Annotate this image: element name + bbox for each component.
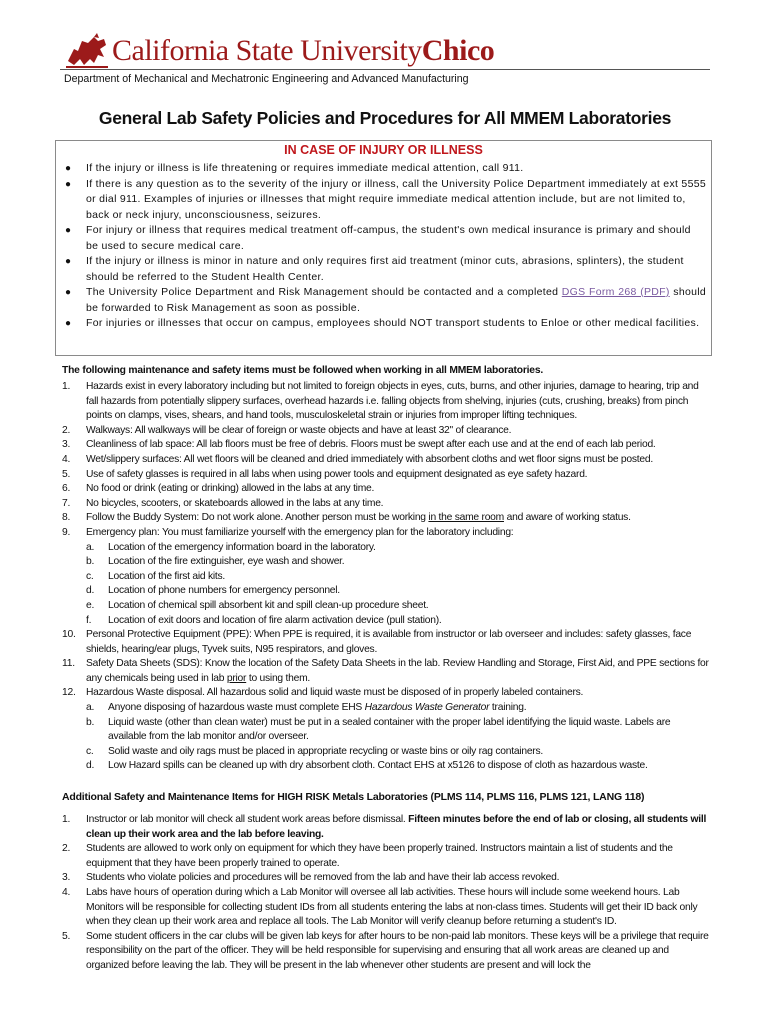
list-item-underlined: in the same room [428,512,504,524]
bullet-icon: ● [65,318,72,329]
emergency-item-text: For injuries or illnesses that occur on campus, employees should NOT transport students to Enloe or other medical facilities. [86,317,700,329]
list-item-text: training. [491,702,527,714]
university-name-bold: Chico [421,34,495,67]
list-item-text: Liquid waste (other than clean water) must be put in a sealed container with the proper label identifying the liquid waste. Labels are available from the lab monitor and/or overseer. [108,716,671,743]
maintenance-list [62,380,710,774]
department-name: Department of Mechanical and Mechatronic Engineering and Advanced Manufacturing [64,73,469,85]
list-item-text: Low Hazard spills can be cleaned up with dry absorbent cloth. Contact EHS at x5126 to dispose of cloth as hazardous waste. [108,760,648,772]
list-item: 7. No bicycles, scooters, or skateboards allowed in the labs at any time. [62,497,384,509]
university-name-regular: California State University [112,34,422,67]
list-item-text: Students who violate policies and procedures will be removed from the lab and have their lab access revoked. [86,872,560,884]
emergency-item [56,223,706,254]
list-item: 4. Wet/slippery surfaces: All wet floors will be cleaned and dried immediately with absorbent cloths and wet floor signs must be posted. [62,453,653,465]
list-item: 5. Some student officers in the car clubs will be given lab keys for after hours to be non-paid lab monitors. These keys will be a privilege that require responsibility on the part of the officer. They will be held responsible for supervising and ensuring that all work areas are cleaned up and organized before leaving the lab. They will be present in the lab whenever other students are present and will lock the [62,930,709,971]
emergency-item [56,161,706,177]
sub-list-item: d. Low Hazard spills can be cleaned up with dry absorbent cloth. Contact EHS at x5126 to dispose of cloth as hazardous waste. [86,760,648,772]
list-item-text: Location of chemical spill absorbent kit and spill clean-up procedure sheet. [108,599,429,611]
list-item-text: Emergency plan: You must familiarize yourself with the emergency plan for the laboratory including: [86,526,514,538]
list-item: 9. Emergency plan: You must familiarize yourself with the emergency plan for the laboratory including: [62,526,514,538]
list-item: 6. No food or drink (eating or drinking) allowed in the labs at any time. [62,483,375,495]
university-name [112,34,494,68]
sub-list-item: e. Location of chemical spill absorbent kit and spill clean-up procedure sheet. [86,599,429,611]
list-item-text: Solid waste and oily rags must be placed in appropriate recycling or waste bins or oily rag containers. [108,745,543,757]
wildcat-seal-icon [64,31,110,71]
list-item: 3. Students who violate policies and procedures will be removed from the lab and have their lab access revoked. [62,872,560,884]
bullet-icon: ● [65,287,72,298]
emergency-item-text: If there is any question as to the severity of the injury or illness, call the University Police Department immediately at ext 5555 or dial 911. Examples of injuries or illnesses that might require immediate medical attention include, but are not limited to, back or neck injury, unconsciousness, seizures. [86,177,706,221]
bullet-icon: ● [65,256,72,267]
list-item-text: Location of phone numbers for emergency personnel. [108,585,340,597]
emergency-item [56,177,706,224]
list-item-text: Location of the emergency information board in the laboratory. [108,541,376,553]
list-item-text: Use of safety glasses is required in all labs when using power tools and equipment designated as eye safety hazard. [86,468,588,480]
sub-list-item: c. Solid waste and oily rags must be placed in appropriate recycling or waste bins or oily rag containers. [86,745,543,757]
list-item: 12. Hazardous Waste disposal. All hazardous solid and liquid waste must be disposed of in properly labeled containers. [62,687,584,699]
list-item-text: Walkways: All walkways will be clear of foreign or waste objects and have at least 32" of clearance. [86,424,512,436]
list-item-text: Students are allowed to work only on equipment for which they have been properly trained. Instructors maintain a list of students and the equipment that they have been properly trained to operate. [86,843,673,869]
list-item: 5. Use of safety glasses is required in all labs when using power tools and equipment designated as eye safety hazard. [62,468,588,480]
list-item: 4. Labs have hours of operation during which a Lab Monitor will oversee all lab activities. These hours will include some weekend hours. Lab Monitors will be responsible for collecting student IDs from all students entering the labs at non-class times. Students will get their ID back only when they clean up their work area and replace all tools. The Lab Monitor will verify cleanup before returning a student's ID. [62,886,698,928]
list-item: 2. Walkways: All walkways will be clear of foreign or waste objects and have at least 32" of clearance. [62,424,512,436]
sub-list-item: a. Location of the emergency information board in the laboratory. [86,541,376,553]
high-risk-list [62,813,710,974]
high-risk-heading: Additional Safety and Maintenance Items for HIGH RISK Metals Laboratories (PLMS 114, PLMS 116, PLMS 121, LANG 118) [62,791,645,803]
sub-list-item: b. Liquid waste (other than clean water) must be put in a sealed container with the proper label identifying the liquid waste. Labels are available from the lab monitor and/or overseer. [86,716,671,743]
page-title: General Lab Safety Policies and Procedures for All MMEM Laboratories [98,108,672,128]
list-item-text: Instructor or lab monitor will check all student work areas before dismissal. [86,814,406,825]
list-item-text: Cleanliness of lab space: All lab floors must be free of debris. Floors must be swept after each use and at the end of each lab period. [86,439,656,451]
emergency-item-text: If the injury or illness is life threatening or requires immediate medical attention, call 911. [86,162,524,174]
list-item-text: Anyone disposing of hazardous waste must complete EHS [108,702,363,714]
list-item-text: Location of exit doors and location of fire alarm activation device (pull station). [108,614,442,626]
list-item-text: Safety Data Sheets (SDS): Know the location of the Safety Data Sheets in the lab. Review Handling and Storage, First Aid, and PPE sections for any chemicals being used in lab [86,658,709,684]
maintenance-heading: The following maintenance and safety items must be followed when working in all MMEM laboratories. [62,365,544,376]
bullet-icon: ● [65,225,72,236]
list-item-underlined: prior [226,672,247,684]
sub-list-item: d. Location of phone numbers for emergency personnel. [86,585,340,597]
dgs-form-link[interactable]: DGS Form 268 (PDF) [561,286,670,298]
list-item: 1. Hazards exist in every laboratory including but not limited to foreign objects in eyes, cuts, burns, and other injuries, damage to hearing, trip and fall hazards from potentially slippery surfaces, overhead hazards i.e. falling objects from shelving, injuries (cuts, crushing, breaks) from pinch points on clamps, vises, shears, and hand tools, musculoskeletal strain or injuries from improper lifting techniques. [62,381,699,422]
list-item-text: Some student officers in the car clubs will be given lab keys for after hours to be non-paid lab monitors. These keys will be a privilege that require responsibility on the part of the officer. They will be held responsible for supervising and ensuring that all work areas are cleaned up and organized before leaving the lab. They will be present in the lab whenever other students are present and will lock the [86,930,709,971]
list-item-text: Follow the Buddy System: Do not work alone. Another person must be working [86,512,426,524]
list-item-text: Hazards exist in every laboratory including but not limited to foreign objects in eyes, cuts, burns, and other injuries, damage to hearing, trip and fall hazards from potentially slippery surfaces, overhead hazards i.e. falling objects from shelving, injuries (cuts, crushing, breaks) from pinch points on clamps, vises, shears, and hand tools, musculoskeletal strain or injuries from improper lifting techniques. [86,381,699,422]
list-item-text: No food or drink (eating or drinking) allowed in the labs at any time. [86,483,375,495]
sub-list-item: c. Location of the first aid kits. [86,570,226,582]
emergency-item-text: If the injury or illness is minor in nature and only requires first aid treatment (minor cuts, abrasions, splinters), the student should be referred to the Student Health Center. [86,255,684,283]
emergency-item-text: For injury or illness that requires medical treatment off-campus, the student's own medical insurance is primary and should be used to secure medical care. [86,224,691,252]
list-item-text: and aware of working status. [506,512,631,524]
list-item-text: Location of the fire extinguisher, eye wash and shower. [108,556,345,568]
bullet-icon: ● [65,163,72,174]
list-item: 8. Follow the Buddy System: Do not work alone. Another person must be working in the same room and aware of working status. [62,512,631,524]
emergency-item [56,285,706,316]
list-item-text: Wet/slippery surfaces: All wet floors will be cleaned and dried immediately with absorbent cloths and wet floor signs must be posted. [86,453,653,465]
list-item-bold: Fifteen minutes before the end of lab or closing, all students will clean up their work area and the lab before leaving. [86,814,707,840]
university-logo [64,30,494,72]
list-item: 1. Instructor or lab monitor will check all student work areas before dismissal. Fifteen minutes before the end of lab or closing, all students will clean up their work area and the lab before leaving. [62,814,707,840]
sub-list-item: b. Location of the fire extinguisher, eye wash and shower. [86,556,345,568]
emergency-item [56,316,706,332]
list-item: 10. Personal Protective Equipment (PPE): When PPE is required, it is available from instructor or lab overseer and includes: safety glasses, face shields, hearing/ear plugs, Tyvek suits, N95 respirators, and gloves. [62,629,692,655]
emergency-box [55,140,712,356]
emergency-heading: IN CASE OF INJURY OR ILLNESS [284,143,483,157]
list-item-italic: Hazardous Waste Generator [364,702,490,714]
list-item: 2. Students are allowed to work only on equipment for which they have been properly trained. Instructors maintain a list of students and the equipment that they have been properly trained to operate. [62,843,673,869]
sub-list-item: f. Location of exit doors and location of fire alarm activation device (pull station). [86,614,442,626]
emergency-item [56,254,706,285]
list-item-text: Personal Protective Equipment (PPE): When PPE is required, it is available from instructor or lab overseer and includes: safety glasses, face shields, hearing/ear plugs, Tyvek suits, N95 respirators, and gloves. [86,629,692,655]
list-item-text: Location of the first aid kits. [108,570,226,582]
list-item-text: No bicycles, scooters, or skateboards allowed in the labs at any time. [86,497,384,509]
list-item-text: to using them. [248,672,311,684]
list-item-text: Labs have hours of operation during which a Lab Monitor will oversee all lab activities. These hours will include some weekend hours. Lab Monitors will be responsible for collecting student IDs from all students entering the labs at non-class times. Students will get their ID back only when they clean up their work area and replace all tools. The Lab Monitor will verify cleanup before returning a student's ID. [86,886,698,928]
list-item-text: Hazardous Waste disposal. All hazardous solid and liquid waste must be disposed of in properly labeled containers. [86,687,584,699]
list-item: 3. Cleanliness of lab space: All lab floors must be free of debris. Floors must be swept after each use and at the end of each lab period. [62,439,656,451]
emergency-list [56,161,706,332]
bullet-icon: ● [65,178,72,190]
emergency-item-text: should be forwarded to Risk Management as soon as possible. [86,286,707,314]
list-item: 11. Safety Data Sheets (SDS): Know the location of the Safety Data Sheets in the lab. Review Handling and Storage, First Aid, and PPE sections for any chemicals being used in lab prior to using them. [62,658,709,684]
header-rule [60,69,710,70]
sub-list-item: a. Anyone disposing of hazardous waste must complete EHS Hazardous Waste Generator training. [86,702,527,714]
emergency-item-text: The University Police Department and Risk Management should be contacted and a completed [86,286,559,298]
